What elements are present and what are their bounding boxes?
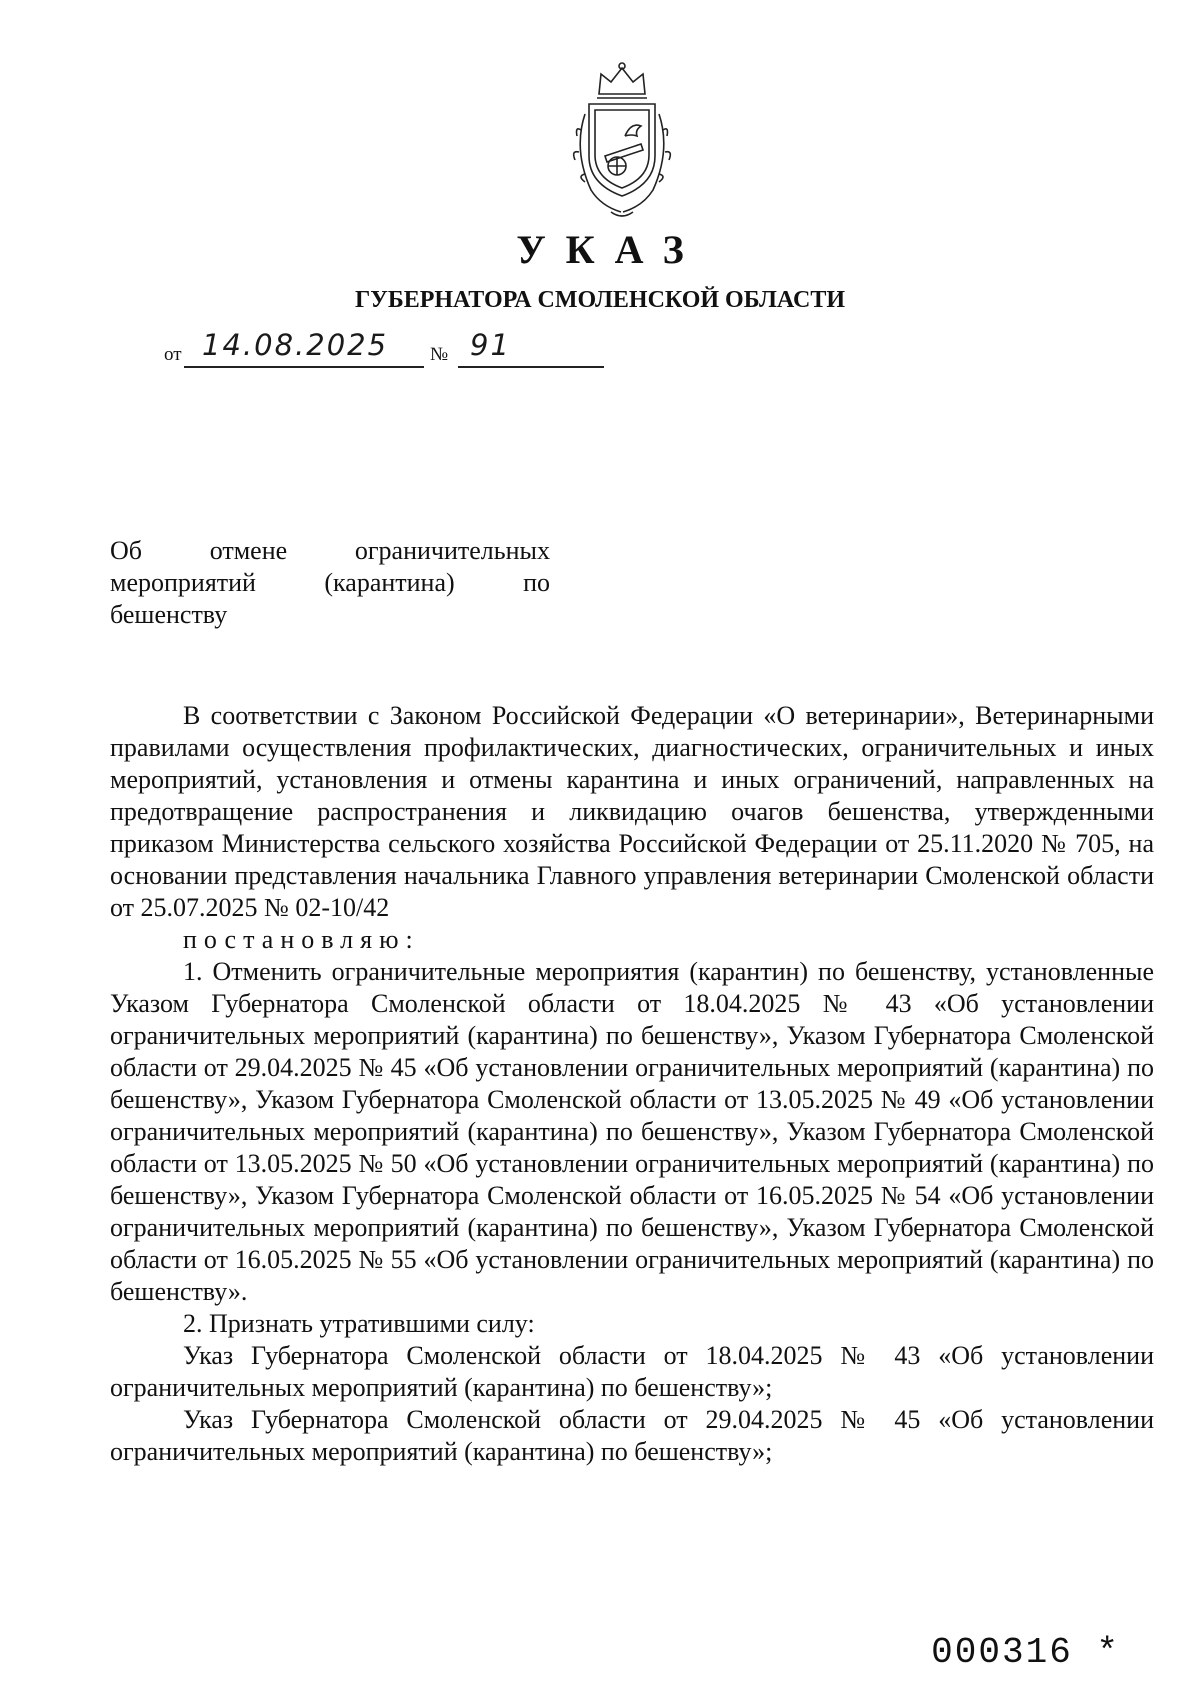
smolensk-coat-of-arms-icon — [561, 60, 683, 220]
decree-issuer: ГУБЕРНАТОРА СМОЛЕНСКОЙ ОБЛАСТИ — [354, 287, 846, 313]
preamble-paragraph: В соответствии с Законом Российской Федерации «О ветеринарии», Ветеринарными правилами осуществления профилактических, диагностических, ограничительных и иных мероприятий, установления и отмены карантина и иных ограничений, направленных на предотвращение распространения и ликвидацию очагов бешенства, утвержденными приказом Министерства сельского хозяйства Российской Федерации от 25.11.2020 № 705, на основании представления начальника Главного управления ветеринарии Смоленской области от 25.07.2025 № 02-10/42 — [110, 701, 1154, 922]
date-label: от — [164, 344, 182, 365]
decree-body — [110, 700, 1154, 1468]
subject-line: мероприятий (карантина) по — [110, 568, 550, 597]
subject-line: бешенству — [110, 600, 228, 629]
date-number-line — [0, 330, 1200, 370]
decree-date: 14.08.2025 — [202, 328, 389, 362]
decree-title: УКАЗ — [516, 227, 704, 272]
form-serial-number: 000316 * — [931, 1632, 1120, 1673]
clause-paragraph: 2. Признать утратившими силу: — [183, 1309, 535, 1338]
subject-line: Об отмене ограничительных — [110, 536, 550, 565]
clause-paragraph: Указ Губернатора Смоленской области от 29.04.2025 № 45 «Об установлении ограничительных мероприятий (карантина) по бешенству»; — [110, 1405, 1154, 1466]
clause-paragraph: Указ Губернатора Смоленской области от 18.04.2025 № 43 «Об установлении ограничительных мероприятий (карантина) по бешенству»; — [110, 1341, 1154, 1402]
clause-paragraph: 1. Отменить ограничительные мероприятия (карантин) по бешенству, установленные Указом Губернатора Смоленской области от 18.04.2025 № 43 «Об установлении ограничительных мероприятий (карантина) по бешенству», Указом Губернатора Смоленской области от 29.04.2025 № 45 «Об установлении ограничительных мероприятий (карантина) по бешенству», Указом Губернатора Смоленской области от 13.05.2025 № 49 «Об установлении ограничительных мероприятий (карантина) по бешенству», Указом Губернатора Смоленской области от 13.05.2025 № 50 «Об установлении ограничительных мероприятий (карантина) по бешенству», Указом Губернатора Смоленской области от 16.05.2025 № 54 «Об установлении ограничительных мероприятий (карантина) по бешенству», Указом Губернатора Смоленской области от 16.05.2025 № 55 «Об установлении ограничительных мероприятий (карантина) по бешенству». — [110, 957, 1154, 1306]
number-underline — [458, 366, 604, 368]
decree-number: 91 — [470, 328, 511, 362]
number-label: № — [430, 344, 449, 365]
decree-operative-word: постановляю: — [183, 925, 420, 954]
date-underline — [184, 366, 424, 368]
decree-subject — [110, 535, 550, 631]
